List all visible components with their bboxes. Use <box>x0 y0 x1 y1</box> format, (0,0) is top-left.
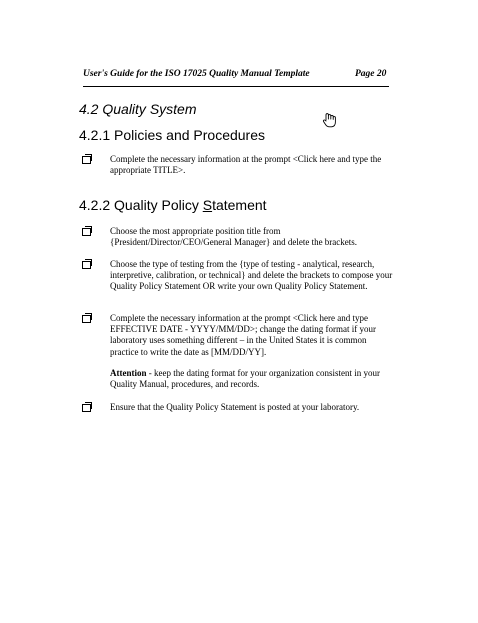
header-rule <box>83 86 389 87</box>
attention-note <box>110 368 395 390</box>
checkbox-bullet-icon <box>82 315 91 323</box>
heading-text-suffix: tatement <box>212 197 267 213</box>
heading-text-prefix: 4.2.2 Quality Policy <box>79 197 203 213</box>
list-item-policies-1: Complete the necessary information at the prompt <Click here and type the appropriate TITLE>. <box>110 154 382 176</box>
list-item-qps-4: Ensure that the Quality Policy Statement is posted at your laboratory. <box>110 402 360 412</box>
checkbox-bullet-icon <box>82 156 91 164</box>
running-header-page-number: Page 20 <box>355 69 387 79</box>
list-item-qps-3: Complete the necessary information at the prompt <Click here and type EFFECTIVE DATE - YYYY/MM/DD>; change the dating format if your laboratory uses something different – in the United States it is common practice to write the date as [MM/DD/YY]. <box>110 313 376 357</box>
heading-text-underlined-letter: S <box>202 197 213 213</box>
running-header-title: User's Guide for the ISO 17025 Quality Manual Template <box>83 69 310 79</box>
section-heading-policies-and-procedures: 4.2.1 Policies and Procedures <box>79 127 265 143</box>
attention-label: Attention <box>110 368 147 378</box>
section-heading-quality-system: 4.2 Quality System <box>79 101 197 117</box>
checkbox-bullet-icon <box>82 404 91 412</box>
section-heading-quality-policy-statement <box>79 197 267 213</box>
list-item-qps-2: Choose the type of testing from the {type of testing - analytical, research, interpretive, calibration, or technical} and delete the brackets to compose your Quality Policy Statement OR write your own Quality Policy Statement. <box>110 259 393 292</box>
list-item-qps-1: Choose the most appropriate position title from {President/Director/CEO/General Manager} and delete the brackets. <box>110 226 358 248</box>
attention-text: - keep the dating format for your organization consistent in your Quality Manual, procedures, and records. <box>110 368 381 390</box>
checkbox-bullet-icon <box>82 261 91 269</box>
checkbox-bullet-icon <box>82 228 91 236</box>
hand-cursor-icon <box>321 111 341 129</box>
